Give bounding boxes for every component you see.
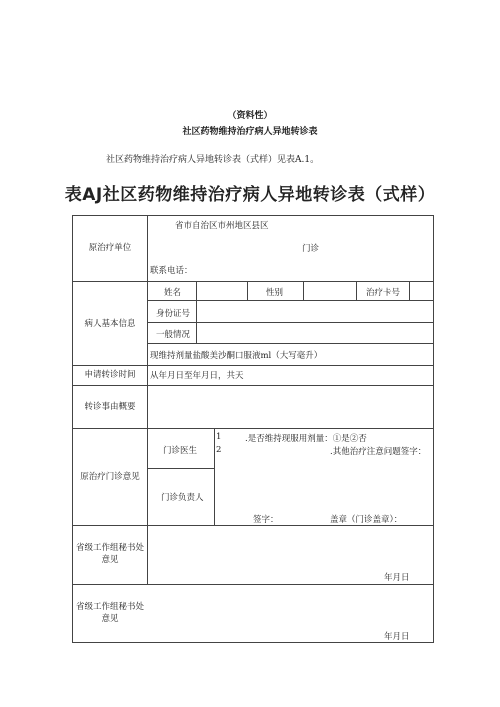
origin-address-text: 省市自治区市州地区县区 xyxy=(175,221,269,231)
table-border-bottom xyxy=(72,642,434,643)
opinion-item-1-number: 1 xyxy=(216,432,222,442)
opinion-item-1-text: .是否维持现服用剂量：①是②否 xyxy=(245,434,367,444)
clinic-doctor-label: 门诊医生 xyxy=(163,446,198,456)
table-border-left xyxy=(72,215,73,643)
opinion-col xyxy=(214,428,215,526)
row-divider-4 xyxy=(72,428,434,429)
row-divider-1 xyxy=(72,281,434,282)
appendix-note: （资料性） xyxy=(227,111,273,121)
patient-dosage-text: 现维持剂量盐酸美沙酮口服液ml（大写毫升） xyxy=(150,351,323,361)
patient-col-2 xyxy=(247,281,248,301)
row-divider-2 xyxy=(72,365,434,366)
row-divider-6 xyxy=(72,584,434,585)
province-date-1: 年月日 xyxy=(384,573,410,583)
province-opinion-label-1: 省级工作组秘书处意见 xyxy=(75,543,144,565)
patient-card-label: 治疗卡号 xyxy=(366,288,401,298)
origin-phone-text: 联系电话： xyxy=(150,266,193,276)
label-column-divider xyxy=(147,215,148,584)
signature-label: 签字： xyxy=(253,515,279,525)
clinic-chief-label: 门诊负责人 xyxy=(161,493,204,503)
patient-col-3 xyxy=(303,281,304,301)
row-divider-5 xyxy=(72,525,434,526)
origin-opinion-label: 原治疗门诊意见 xyxy=(80,472,140,482)
opinion-item-2-number: 2 xyxy=(216,445,222,455)
opinion-item-2-text: .其他治疗注意问题签字： xyxy=(330,447,427,457)
patient-subrow-2 xyxy=(147,322,434,323)
province-opinion-label-2: 省级工作组秘书处意见 xyxy=(75,602,144,624)
row-divider-3 xyxy=(72,385,434,386)
patient-id-label: 身份证号 xyxy=(156,309,191,319)
patient-general-label: 一般情况 xyxy=(156,330,191,340)
origin-unit-label: 原治疗单位 xyxy=(88,243,132,253)
table-border-right xyxy=(433,215,434,643)
appendix-subtitle: 社区药物维持治疗病人异地转诊表 xyxy=(182,127,318,137)
origin-clinic-text: 门诊 xyxy=(302,244,320,254)
patient-col-4 xyxy=(356,281,357,301)
transfer-reason-label: 转诊事由概要 xyxy=(84,402,136,412)
table-title: 表AJ社区药物维持治疗病人异地转诊表（式样） xyxy=(64,185,436,205)
patient-col-5 xyxy=(409,281,410,301)
patient-subrow-1 xyxy=(147,300,434,301)
table-border-top xyxy=(72,215,434,216)
stamp-label: 盖章（门诊盖章）： xyxy=(330,515,403,525)
patient-subrow-3 xyxy=(147,343,434,344)
patient-name-label: 姓名 xyxy=(164,288,182,298)
transfer-time-value: 从年月日至年月日，共天 xyxy=(150,371,244,381)
patient-gender-label: 性别 xyxy=(266,288,284,298)
patient-col-1 xyxy=(196,281,197,344)
patient-info-label: 病人基本信息 xyxy=(84,319,136,329)
province-date-2: 年月日 xyxy=(384,632,410,642)
opinion-subrow xyxy=(147,468,214,469)
intro-text: 社区药物维持治疗病人异地转诊表（式样）见表A.1。 xyxy=(106,155,320,165)
transfer-time-label: 申请转诊时间 xyxy=(84,370,136,380)
